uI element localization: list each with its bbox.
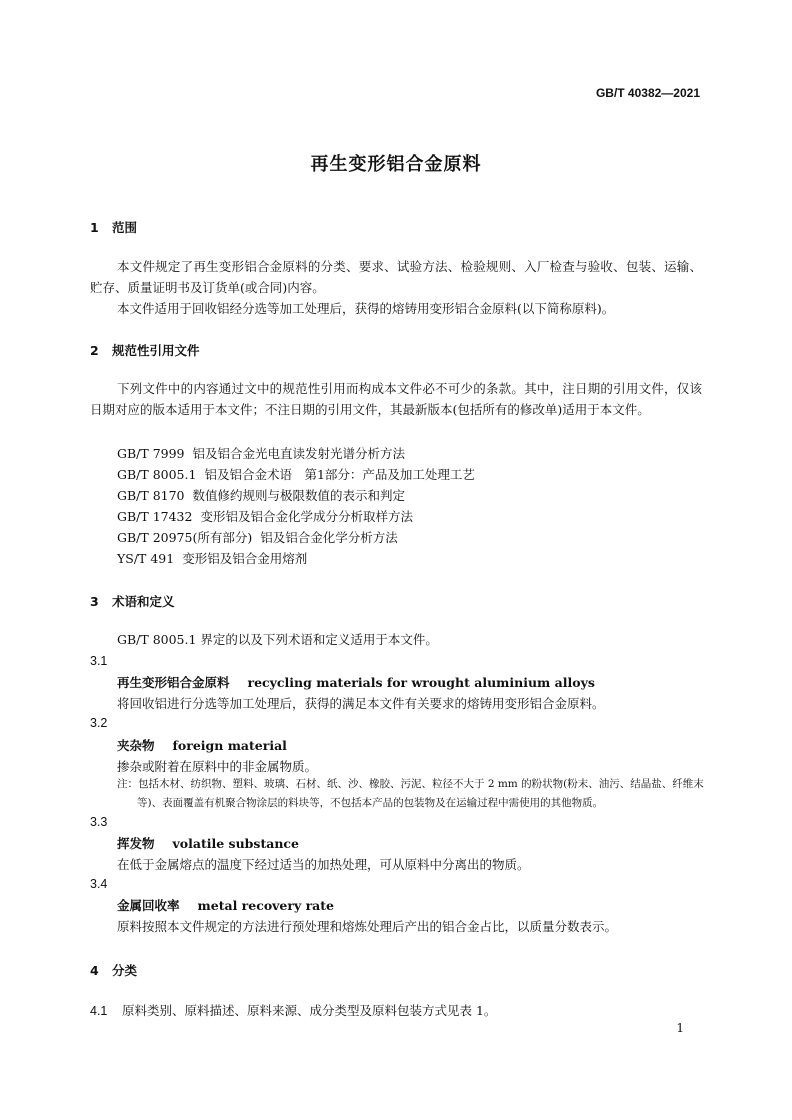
reference-item: [117, 444, 405, 462]
document-title: 再生变形铝合金原料: [310, 154, 482, 175]
reference-item: [117, 486, 405, 504]
term-number: 3.3: [90, 815, 108, 829]
term-note-line-1: 注：包括木材、纺织物、塑料、玻璃、石材、纸、沙、橡胶、污泥、粒径不大于 2 mm 的粉状物(粉末、油污、结晶盐、纤维末: [117, 778, 704, 790]
term-note-line-2: 等)、表面覆盖有机聚合物涂层的料块等，不包括本产品的包装物及在运输过程中需使用的其他物质。: [137, 797, 604, 809]
reference-code: GB/T 8005.1: [117, 467, 197, 482]
reference-code: GB/T 8170: [117, 488, 185, 503]
term-definition: 将回收铝进行分选等加工处理后，获得的满足本文件有关要求的熔铸用变形铝合金原料。: [117, 696, 605, 711]
term-heading: [117, 673, 595, 691]
reference-title: 铝及铝合金光电直读发射光谱分析方法: [192, 446, 406, 461]
reference-code: GB/T 20975(所有部分): [117, 530, 253, 545]
term-english: volatile substance: [172, 836, 299, 851]
clause-text: 原料类别、原料描述、原料来源、成分类型及原料包装方式见表 1。: [122, 1003, 497, 1018]
reference-code: GB/T 7999: [117, 446, 185, 461]
section-title: 范围: [112, 220, 138, 235]
term-chinese: 夹杂物: [117, 738, 155, 753]
reference-title: 铝及铝合金术语 第1部分：产品及加工处理工艺: [204, 467, 475, 482]
term-number: 3.2: [90, 716, 108, 730]
term-chinese: 再生变形铝合金原料: [117, 675, 230, 690]
clause-4-1: [90, 1001, 496, 1019]
page-number: 1: [676, 1021, 684, 1035]
term-english: metal recovery rate: [197, 898, 334, 913]
reference-item: [117, 507, 413, 525]
standard-number: GB/T 40382—2021: [595, 86, 700, 100]
reference-item: [117, 549, 307, 567]
section-1-heading: [90, 218, 137, 236]
section-title: 规范性引用文件: [112, 343, 200, 358]
term-number: 3.4: [90, 877, 108, 891]
section-4-heading: [90, 961, 137, 979]
section-number: 1: [90, 220, 99, 235]
section-title: 分类: [112, 963, 138, 978]
reference-code: YS/T 491: [117, 551, 175, 566]
reference-code: GB/T 17432: [117, 509, 193, 524]
term-definition: 掺杂或附着在原料中的非金属物质。: [117, 759, 318, 774]
section-number: 3: [90, 594, 99, 609]
section-number: 4: [90, 963, 99, 978]
section-3-heading: [90, 592, 175, 610]
section-2-heading: [90, 341, 200, 359]
reference-item: [117, 528, 398, 546]
section-1-paragraph-2: 本文件适用于回收铝经分选等加工处理后，获得的熔铸用变形铝合金原料(以下简称原料)。: [117, 301, 615, 316]
term-heading: [117, 896, 334, 914]
section-1-paragraph-1: 本文件规定了再生变形铝合金原料的分类、要求、试验方法、检验规则、入厂检查与验收、包装、运输、贮存、质量证明书及订货单(或合同)内容。: [90, 259, 702, 295]
reference-title: 变形铝及铝合金用熔剂: [182, 551, 308, 566]
term-english: foreign material: [172, 738, 287, 753]
term-definition: 在低于金属熔点的温度下经过适当的加热处理，可从原料中分离出的物质。: [117, 857, 530, 872]
term-chinese: 金属回收率: [117, 898, 180, 913]
clause-number: 4.1: [90, 1004, 108, 1018]
reference-item: [117, 465, 475, 483]
term-english: recycling materials for wrought aluminium alloys: [247, 675, 595, 690]
term-number: 3.1: [90, 654, 108, 668]
term-heading: [117, 834, 299, 852]
section-title: 术语和定义: [112, 594, 175, 609]
section-2-paragraph: 下列文件中的内容通过文中的规范性引用而构成本文件必不可少的条款。其中，注日期的引用文件，仅该日期对应的版本适用于本文件；不注日期的引用文件，其最新版本(包括所有的修改单)适用于本文件。: [90, 381, 702, 417]
reference-title: 铝及铝合金化学分析方法: [260, 530, 398, 545]
section-3-intro: GB/T 8005.1 界定的以及下列术语和定义适用于本文件。: [117, 632, 438, 647]
term-chinese: 挥发物: [117, 836, 155, 851]
term-heading: [117, 736, 287, 754]
term-definition: 原料按照本文件规定的方法进行预处理和熔炼处理后产出的铝合金占比，以质量分数表示。: [117, 919, 618, 934]
section-number: 2: [90, 343, 99, 358]
reference-title: 变形铝及铝合金化学成分分析取样方法: [200, 509, 413, 524]
reference-title: 数值修约规则与极限数值的表示和判定: [192, 488, 406, 503]
